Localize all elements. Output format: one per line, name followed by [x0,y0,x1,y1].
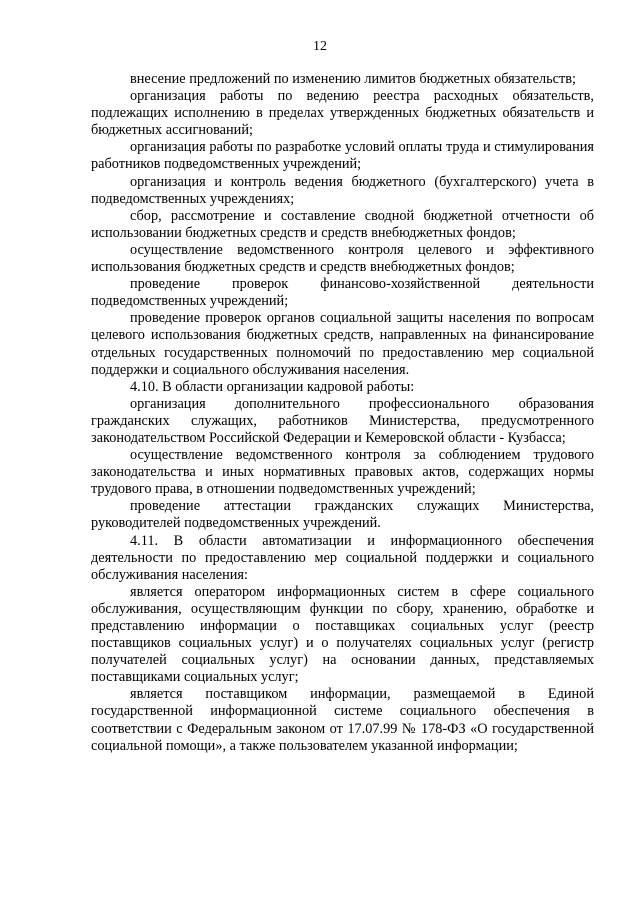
paragraph: проведение проверок органов социальной защиты населения по вопросам целевого использования бюджетных средств, направленных на финансирование отдельных государственных полномочий по предоставлению мер социальной поддержки и социального обслуживания населения. [91,310,594,378]
paragraph: является оператором информационных систем в сфере социального обслуживания, осуществляющим функции по сбору, хранению, обработке и представлению информации о поставщиках социальных услуг (реестр поставщиков социальных услуг) и о получателях социальных услуг (регистр получателей социальных услуг) на основании данных, представляемых поставщиками социальных услуг; [91,583,594,686]
paragraph: проведение аттестации гражданских служащих Министерства, руководителей подведомственных учреждений. [91,498,594,532]
section-heading: 4.10. В области организации кадровой работы: [130,378,415,395]
section-heading: 4.11. В области автоматизации и информационного обеспечения деятельности по предоставлению мер социальной поддержки и социального обслуживания населения: [91,532,594,583]
paragraph: является поставщиком информации, размещаемой в Единой государственной информационной системе социального обеспечения в соответствии с Федеральным законом от 17.07.99 № 178-ФЗ «О государственной социальной помощи», а также пользователем указанной информации; [91,686,594,754]
paragraph: организация работы по разработке условий оплаты труда и стимулирования работников подведомственных учреждений; [91,139,594,173]
paragraph: внесение предложений по изменению лимитов бюджетных обязательств; [130,71,576,87]
paragraph: организация и контроль ведения бюджетного (бухгалтерского) учета в подведомственных учреждениях; [91,173,594,207]
paragraph: осуществление ведомственного контроля за соблюдением трудового законодательства и иных нормативных правовых актов, содержащих нормы трудового права, в отношении подведомственных учреждений; [91,447,594,498]
paragraph: осуществление ведомственного контроля целевого и эффективного использования бюджетных средств и средств внебюджетных фондов; [91,241,594,276]
paragraph: организация дополнительного профессионального образования гражданских служащих, работников Министерства, предусмотренного законодательством Российской Федерации и Кемеровской области - Кузбасса; [91,395,594,446]
paragraph: сбор, рассмотрение и составление сводной бюджетной отчетности об использовании бюджетных средств и средств внебюджетных фондов; [91,207,594,241]
paragraph: организация работы по ведению реестра расходных обязательств, подлежащих исполнению в пределах утвержденных бюджетных обязательств и бюджетных ассигнований; [91,88,594,139]
page-number: 12 [313,39,327,54]
paragraph: проведение проверок финансово-хозяйственной деятельности подведомственных учреждений; [91,276,594,310]
document-body [91,71,594,755]
